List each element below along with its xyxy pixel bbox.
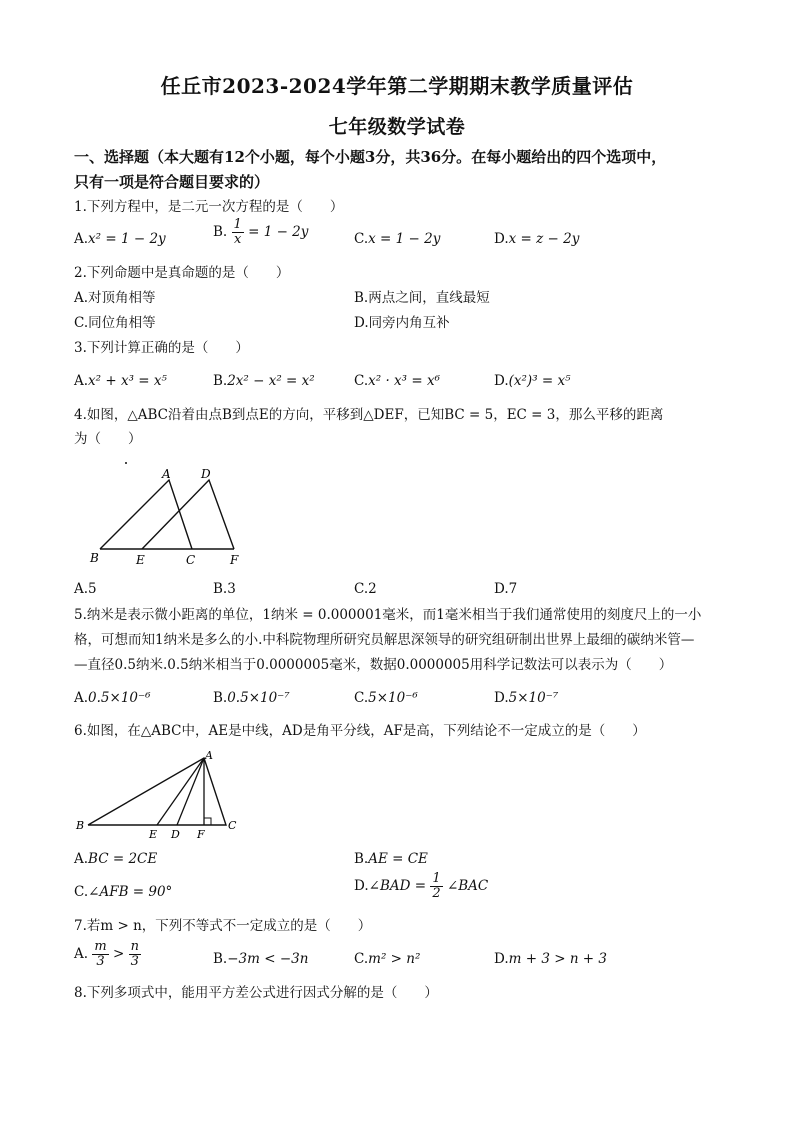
- point-label-a: A: [162, 467, 171, 481]
- point-label-d: D: [201, 467, 211, 481]
- option-label: C.: [354, 231, 369, 247]
- option-text: 2x² − x² = x²: [227, 373, 315, 389]
- q1-option-a: [74, 228, 166, 250]
- denominator: 3: [96, 954, 105, 969]
- fraction: [232, 218, 244, 247]
- option-text: ∠BAD =: [368, 878, 427, 894]
- q2-option-a: A.对顶角相等: [74, 290, 156, 306]
- question-4-stem-2: 为（ ）: [74, 431, 142, 447]
- option-label: B.: [213, 373, 228, 389]
- speck: [125, 462, 127, 464]
- section-heading-2: 只有一项是符合题目要求的）: [74, 173, 270, 191]
- option-text: x² + x³ = x⁵: [88, 373, 167, 389]
- question-5-stem-2: 格，可想而知1纳米是多么的小.中科院物理所研究员解思深领导的研究组研制出世界上最细的碳纳米管—: [74, 632, 695, 648]
- exam-title: 任丘市2023-2024学年第二学期期末教学质量评估: [160, 74, 634, 98]
- point-label-b: B: [76, 819, 85, 832]
- option-label: A.: [74, 373, 89, 389]
- question-4-stem-1: 4.如图，△ABC沿着由点B到点E的方向，平移到△DEF，已知BC = 5，EC = 3，那么平移的距离: [74, 407, 664, 423]
- option-label: A.: [74, 690, 89, 706]
- option-text: 0.5×10⁻⁶: [88, 690, 151, 706]
- option-label: B.: [213, 951, 228, 967]
- q2-option-d: D.同旁内角互补: [354, 315, 450, 331]
- option-text: = 1 − 2y: [248, 224, 309, 240]
- option-label: D.: [494, 231, 509, 247]
- option-text: ∠BAC: [446, 878, 489, 894]
- point-label-f: F: [230, 553, 239, 567]
- option-text: ∠AFB = 90°: [88, 884, 173, 900]
- point-label-c: C: [228, 819, 237, 832]
- q3-option-c: [354, 370, 440, 392]
- point-label-e: E: [149, 828, 158, 840]
- q5-option-d: [494, 687, 558, 709]
- q5-option-c: [354, 687, 418, 709]
- option-text: BC = 2CE: [88, 851, 158, 867]
- numerator: 1: [432, 871, 441, 886]
- triangle-translation-figure: [74, 460, 254, 572]
- option-label: A.: [74, 231, 89, 247]
- denominator: 2: [432, 886, 441, 901]
- q7-option-d: [494, 948, 607, 970]
- q2-option-b: B.两点之间，直线最短: [354, 290, 490, 306]
- option-text: m² > n²: [368, 951, 421, 967]
- option-label: C.: [354, 690, 369, 706]
- point-label-f: F: [197, 828, 205, 840]
- option-label: B.: [213, 690, 228, 706]
- option-label: C.: [74, 884, 89, 900]
- q1-option-d: [494, 228, 579, 250]
- q7-option-c: [354, 948, 420, 970]
- q7-option-b: [213, 948, 308, 970]
- fraction: [129, 940, 141, 969]
- q1-option-b: [213, 218, 308, 247]
- option-label: A.: [74, 946, 89, 962]
- fraction: [92, 940, 108, 969]
- q6-option-a: [74, 848, 157, 870]
- operator: >: [112, 946, 125, 962]
- point-label-e: E: [136, 553, 145, 567]
- point-label-c: C: [186, 553, 196, 567]
- denominator: 3: [130, 954, 139, 969]
- question-3-stem: 3.下列计算正确的是（ ）: [74, 340, 249, 356]
- q6-option-d: [354, 872, 488, 901]
- question-7-stem: 7.若m > n，下列不等式不一定成立的是（ ）: [74, 918, 372, 934]
- option-text: 5×10⁻⁶: [368, 690, 418, 706]
- option-label: B.: [354, 851, 369, 867]
- q7-option-a: [74, 940, 141, 969]
- option-label: D.: [494, 951, 509, 967]
- option-text: (x²)³ = x⁵: [508, 373, 571, 389]
- q4-option-b: B.3: [213, 581, 236, 597]
- triangle-abc: [88, 758, 226, 825]
- section-heading-1: 一、选择题（本大题有12个小题，每个小题3分，共36分。在每小题给出的四个选项中，: [74, 148, 667, 166]
- q4-option-a: A.5: [74, 581, 97, 597]
- q5-option-b: [213, 687, 290, 709]
- option-text: 5×10⁻⁷: [508, 690, 559, 706]
- question-5-stem-3: —直径0.5纳米.0.5纳米相当于0.0000005毫米，数据0.0000005用科学记数法可以表示为（ ）: [74, 657, 673, 673]
- question-1-stem: 1.下列方程中，是二元一次方程的是（ ）: [74, 199, 344, 215]
- q6-option-b: [354, 848, 428, 870]
- exam-subtitle: 七年级数学试卷: [328, 116, 466, 138]
- right-angle-mark: [204, 818, 211, 825]
- option-label: D.: [354, 878, 369, 894]
- option-text: AE = CE: [368, 851, 428, 867]
- option-text: x = z − 2y: [508, 231, 580, 247]
- option-label: C.: [354, 373, 369, 389]
- q4-option-d: D.7: [494, 581, 518, 597]
- q3-option-d: [494, 370, 571, 392]
- q5-option-a: [74, 687, 151, 709]
- q3-option-a: [74, 370, 167, 392]
- point-label-d: D: [171, 828, 180, 840]
- point-label-a: A: [205, 750, 213, 762]
- q1-option-c: [354, 228, 440, 250]
- question-8-stem: 8.下列多项式中，能用平方差公式进行因式分解的是（ ）: [74, 985, 438, 1001]
- question-5-stem-1: 5.纳米是表示微小距离的单位，1纳米 = 0.000001毫米，而1毫米相当于我们通常使用的刻度尺上的一小: [74, 607, 702, 623]
- fraction: [430, 872, 442, 901]
- numerator: m: [94, 939, 107, 954]
- option-text: −3m < −3n: [227, 951, 309, 967]
- option-text: x² · x³ = x⁶: [368, 373, 440, 389]
- option-label: D.: [494, 373, 509, 389]
- option-label: A.: [74, 851, 89, 867]
- question-2-stem: 2.下列命题中是真命题的是（ ）: [74, 265, 290, 281]
- numerator: n: [130, 939, 139, 954]
- q4-option-c: C.2: [354, 581, 377, 597]
- triangle-median-bisector-altitude-figure: [74, 750, 244, 840]
- q2-option-c: C.同位角相等: [74, 315, 156, 331]
- option-text: m + 3 > n + 3: [508, 951, 607, 967]
- triangle-abc: [100, 480, 192, 549]
- option-label: B.: [213, 224, 228, 240]
- option-text: x² = 1 − 2y: [88, 231, 166, 247]
- q3-option-b: [213, 370, 315, 392]
- point-label-b: B: [90, 551, 99, 565]
- option-label: C.: [354, 951, 369, 967]
- option-label: D.: [494, 690, 509, 706]
- denominator: x: [233, 232, 242, 247]
- option-text: 0.5×10⁻⁷: [227, 690, 290, 706]
- option-text: x = 1 − 2y: [368, 231, 441, 247]
- numerator: 1: [233, 217, 242, 232]
- question-6-stem: 6.如图，在△ABC中，AE是中线，AD是角平分线，AF是高，下列结论不一定成立的是（ ）: [74, 723, 646, 739]
- q6-option-c: [74, 881, 172, 903]
